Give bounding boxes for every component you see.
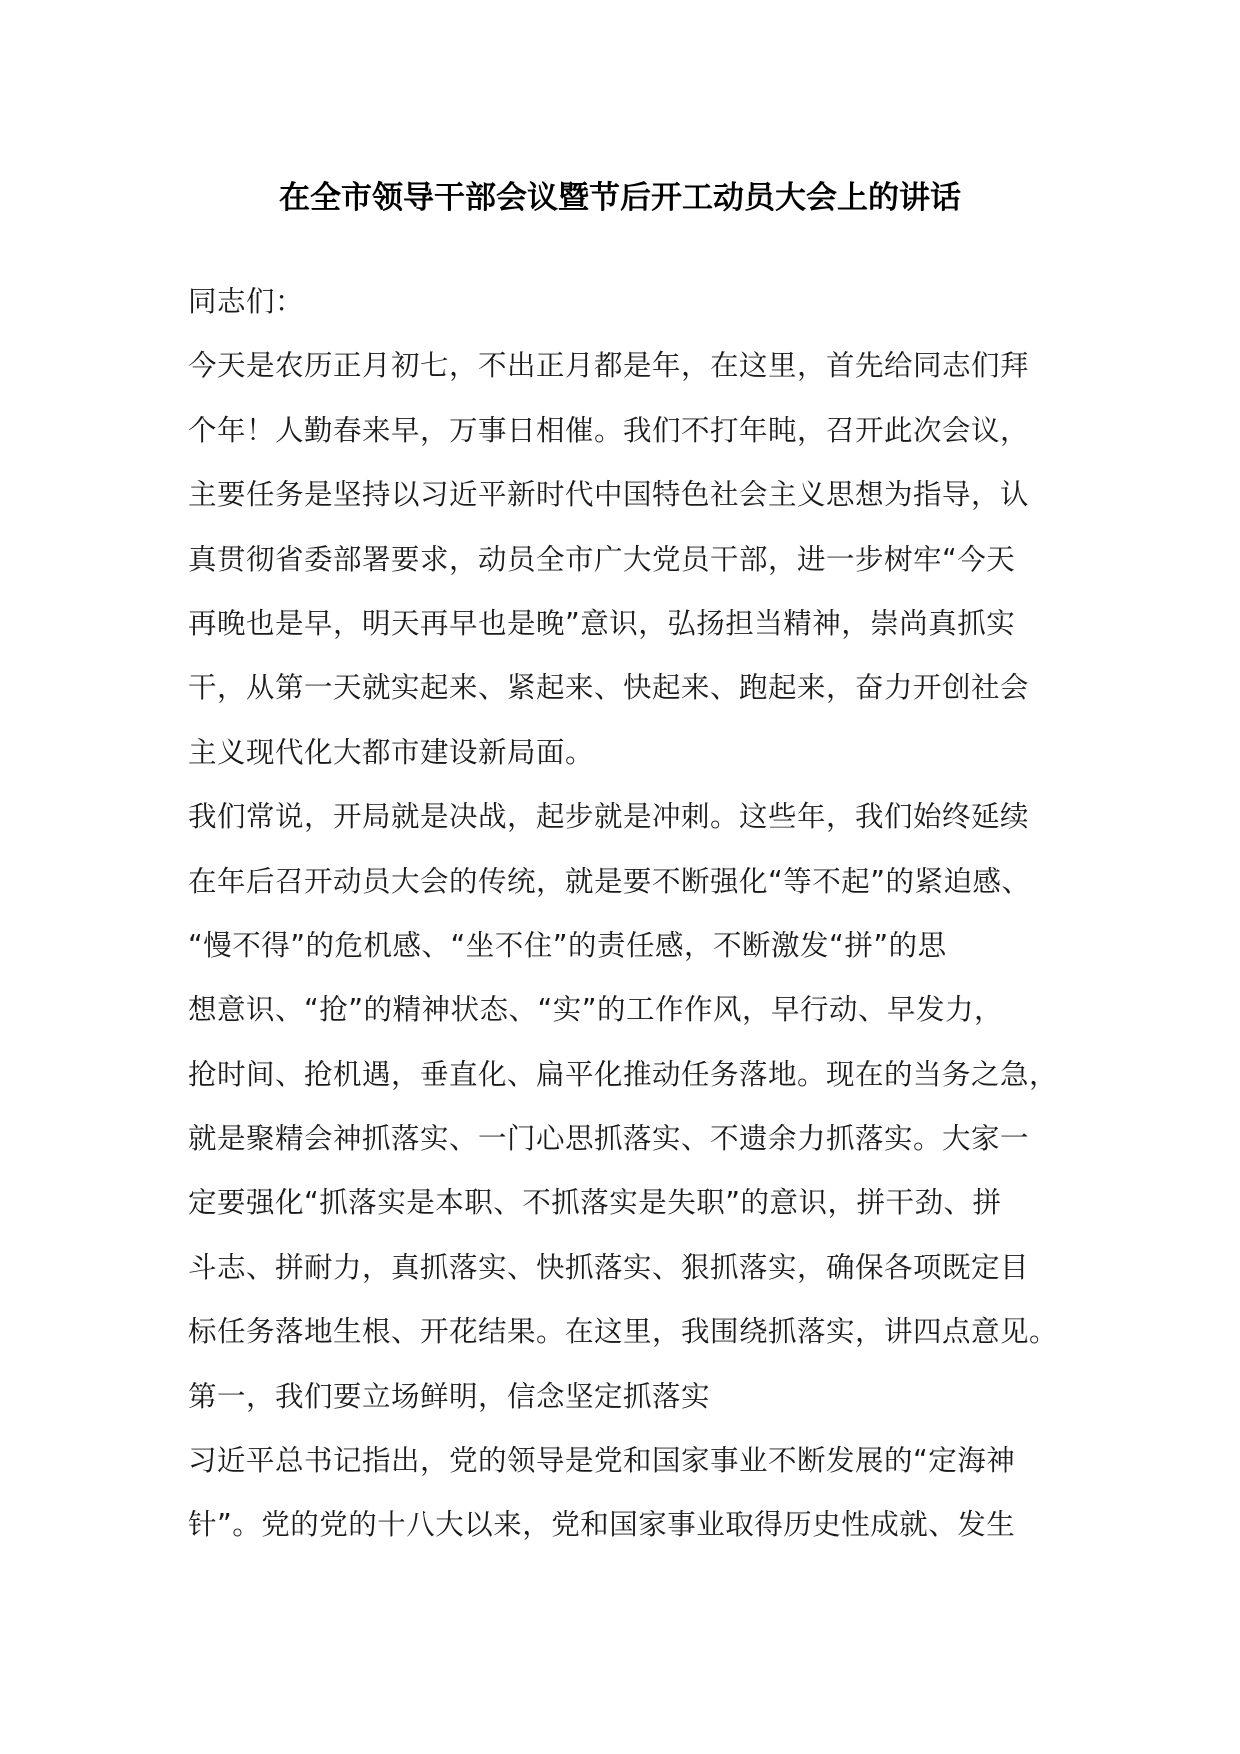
body-line: 抢时间、抢机遇，垂直化、扁平化推动任务落地。现在的当务之急， (188, 1057, 1059, 1091)
body-line: 真贯彻省委部署要求，动员全市广大党员干部，进一步树牢“今天 (188, 542, 1016, 576)
salutation-line: 同志们： (188, 285, 305, 318)
body-line: “慢不得”的危机感、“坐不住”的责任感，不断激发“拼”的思 (188, 928, 947, 962)
document-title: 在全市领导干部会议暨节后开工动员大会上的讲话 (279, 180, 961, 216)
body-line: 定要强化“抓落实是本职、不抓落实是失职”的意识，拼干劲、拼 (188, 1186, 1002, 1220)
body-line: 就是聚精会神抓落实、一门心思抓落实、不遗余力抓落实。大家一 (188, 1122, 1030, 1156)
body-line: 我们常说，开局就是决战，起步就是冲刺。这些年，我们始终延续 (188, 800, 1030, 834)
body-line: 今天是农历正月初七，不出正月都是年，在这里，首先给同志们拜 (188, 349, 1030, 383)
body-line: 个年！人勤春来早，万事日相催。我们不打年盹，召开此次会议， (188, 413, 1030, 447)
section-heading: 第一，我们要立场鲜明，信念坚定抓落实 (188, 1379, 711, 1413)
body-line: 斗志、拼耐力，真抓落实、快抓落实、狠抓落实，确保各项既定目 (188, 1250, 1030, 1284)
body-line: 想意识、“抢”的精神状态、“实”的工作作风，早行动、早发力， (188, 993, 1004, 1027)
body-line: 在年后召开动员大会的传统，就是要不断强化“等不起”的紧迫感、 (188, 864, 1031, 898)
body-line: 干，从第一天就实起来、紧起来、快起来、跑起来，奋力开创社会 (188, 671, 1030, 705)
body-line: 习近平总书记指出，党的领导是党和国家事业不断发展的“定海神 (188, 1444, 1016, 1478)
body-line: 主义现代化大都市建设新局面。 (188, 735, 595, 769)
body-line: 主要任务是坚持以习近平新时代中国特色社会主义思想为指导，认 (188, 478, 1030, 512)
body-line: 针”。党的党的十八大以来，党和国家事业取得历史性成就、发生 (188, 1508, 1016, 1542)
body-line: 标任务落地生根、开花结果。在这里，我围绕抓落实，讲四点意见。 (188, 1315, 1059, 1349)
body-line: 再晚也是早，明天再早也是晚”意识，弘扬担当精神，崇尚真抓实 (188, 606, 1016, 640)
document-body (188, 270, 1068, 1558)
